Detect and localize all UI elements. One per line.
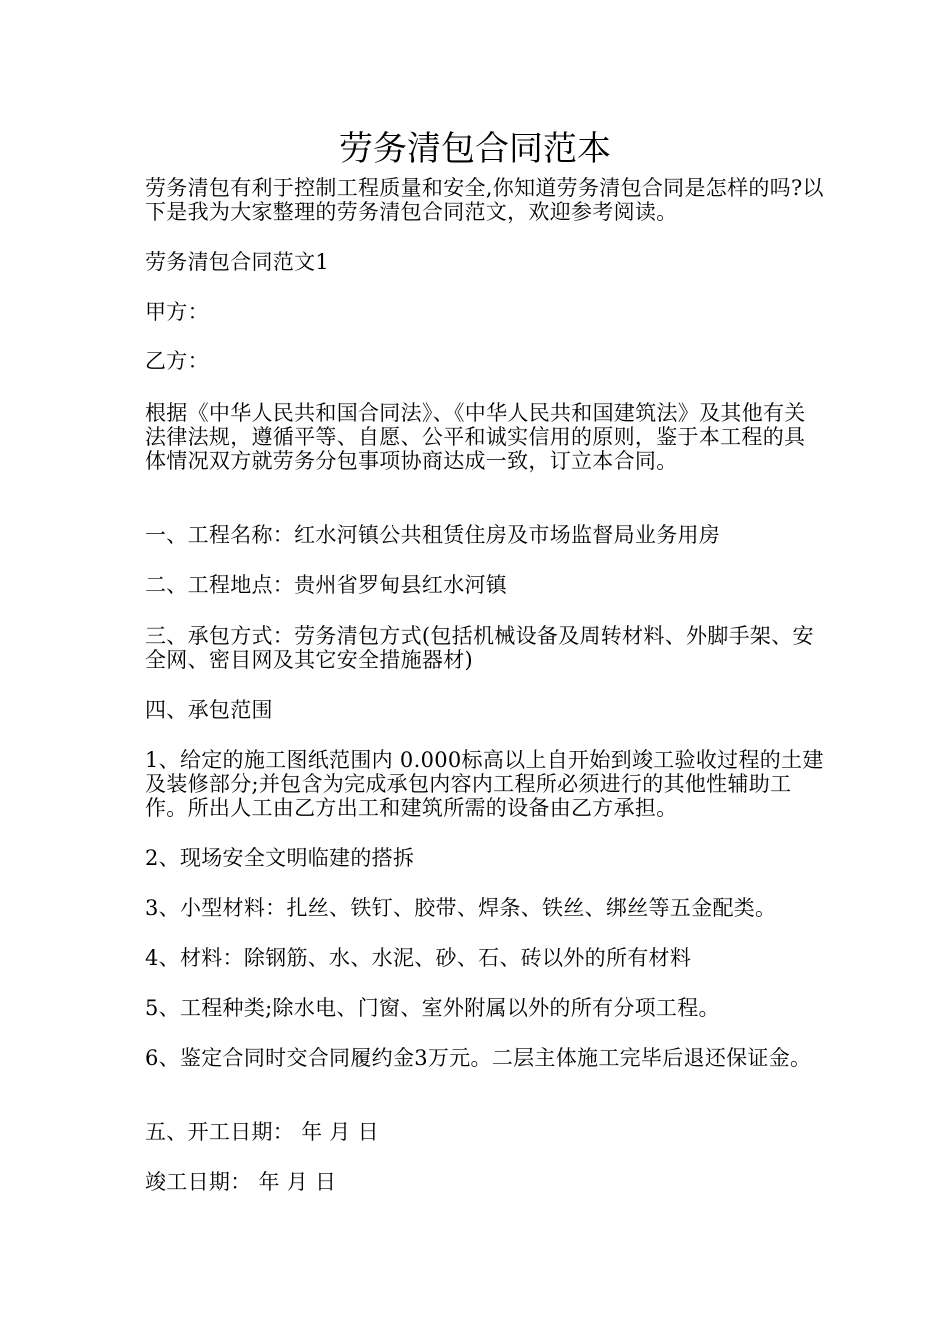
- scope-item-2: 2、现场安全文明临建的搭拆: [145, 846, 415, 870]
- intro-paragraph: 劳务清包有利于控制工程质量和安全,你知道劳务清包合同是怎样的吗?以下是我为大家整理的劳务清包合同范文，欢迎参考阅读。: [145, 176, 824, 224]
- scope-item-6: 6、鉴定合同时交合同履约金3万元。二层主体施工完毕后退还保证金。: [145, 1046, 812, 1070]
- party-b-line: 乙方：: [145, 349, 209, 373]
- party-a-line: 甲方：: [145, 300, 209, 324]
- clause-contract-method: 三、承包方式：劳务清包方式(包括机械设备及周转材料、外脚手架、安全网、密目网及其它安全措施器材): [145, 624, 814, 672]
- clause-project-name: 一、工程名称：红水河镇公共租赁住房及市场监督局业务用房: [145, 523, 721, 547]
- clause-start-date: 五、开工日期： 年 月 日: [145, 1120, 379, 1144]
- scope-item-3: 3、小型材料：扎丝、铁钉、胶带、焊条、铁丝、绑丝等五金配类。: [145, 896, 777, 920]
- clause-project-location: 二、工程地点：贵州省罗甸县红水河镇: [145, 573, 508, 597]
- section-heading-contract-1: 劳务清包合同范文1: [145, 250, 330, 274]
- clause-scope-heading: 四、承包范围: [145, 698, 273, 722]
- scope-item-1: 1、给定的施工图纸范围内 0.000标高以上自开始到竣工验收过程的土建及装修部分;并包含为完成承包内容内工程所必须进行的其他性辅助工作。所出人工由乙方出工和建筑所需的设备由乙方承担。: [145, 748, 824, 820]
- document-title: 劳务清包合同范本: [339, 129, 611, 169]
- scope-item-4: 4、材料：除钢筋、水、水泥、砂、石、砖以外的所有材料: [145, 946, 692, 970]
- completion-date-line: 竣工日期： 年 月 日: [145, 1170, 337, 1194]
- scope-item-5: 5、工程种类;除水电、门窗、室外附属以外的所有分项工程。: [145, 996, 720, 1020]
- legal-basis-paragraph: 根据《中华人民共和国合同法》、《中华人民共和国建筑法》及其他有关法律法规，遵循平等、自愿、公平和诚实信用的原则，鉴于本工程的具体情况双方就劳务分包事项协商达成一致，订立本合同。: [145, 401, 806, 473]
